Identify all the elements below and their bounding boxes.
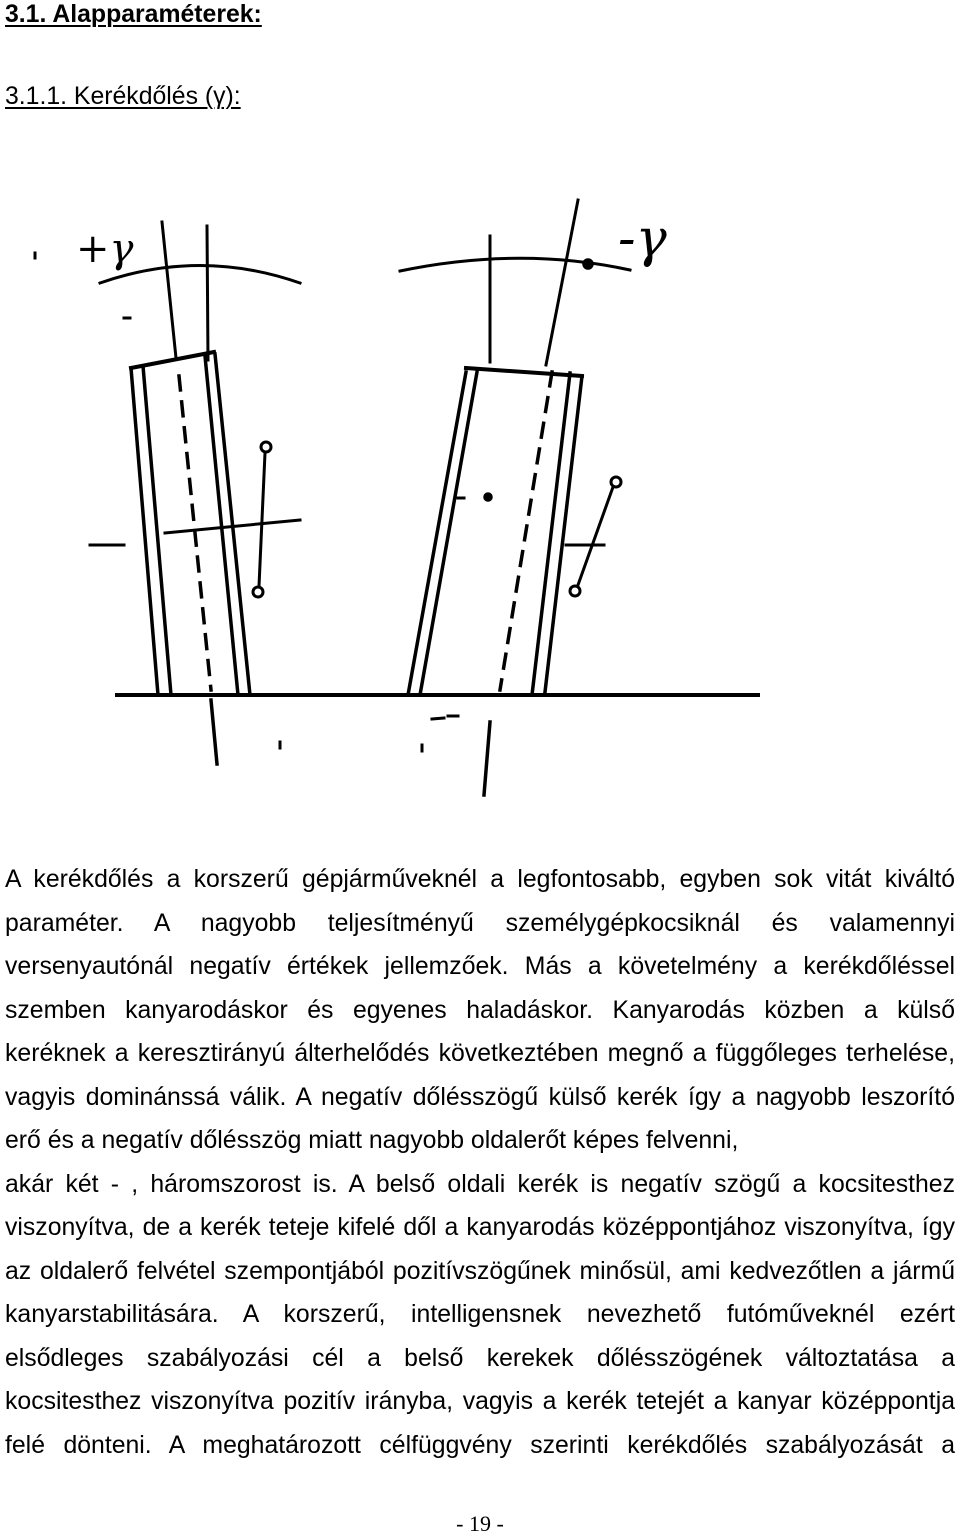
paragraph-line: versenyautónál negatív értékek jellemzőek. Más a követelmény a kerékdőléssel: [5, 953, 955, 980]
wheel-left-edge-inner: [143, 366, 171, 695]
camber-diagram: [0, 190, 960, 810]
wheel-top-edge: [131, 352, 214, 368]
kingpin-bottom-joint: [570, 586, 580, 596]
paragraph-line: paraméter. A nagyobb teljesítményű személygépkocsiknál és valamennyi: [5, 909, 955, 937]
mark-dash: [432, 718, 444, 719]
wheel-center-line-below-ground: [484, 722, 490, 795]
kingpin-axis: [259, 453, 265, 586]
wheel-center-line-below-ground: [211, 700, 217, 764]
paragraph-line: keréknek a keresztirányú álterhelődés következtében megnő a függőleges terhelése,: [5, 1040, 955, 1067]
kingpin-top-joint: [261, 442, 271, 452]
body-paragraph: [5, 858, 955, 1467]
section-heading: 3.1. Alapparaméterek:: [5, 1, 262, 28]
positive-camber-wheel: [35, 222, 300, 764]
wheel-center-line: [179, 376, 211, 690]
wheel-left-edge-outer: [131, 368, 158, 695]
paragraph-line: akár két - , háromszorost is. A belső oldali kerék is negatív szögű a kocsitesthez: [5, 1170, 955, 1198]
wheel-axis-extension: [546, 200, 578, 365]
wheel-left-edge-inner: [420, 372, 477, 695]
paragraph-line: kanyarstabilitására. A korszerű, intelligensnek nevezhető futóműveknél ezért: [5, 1301, 955, 1328]
kingpin-bottom-joint: [253, 587, 263, 597]
paragraph-line: kocsitesthez viszonyítva pozitív irányba, vagyis a kerék tetejét a kanyar középpontja: [5, 1388, 955, 1415]
paragraph-line: erő és a negatív dőlésszög miatt nagyobb oldalerőt képes felvenni,: [5, 1127, 739, 1154]
paragraph-line: elsődleges szabályozási cél a belső kerekek dőlésszögének változtatása a: [5, 1344, 955, 1372]
subsection-heading: 3.1.1. Kerékdőlés (γ):: [5, 83, 241, 110]
paragraph-line: A kerékdőlés a korszerű gépjárműveknél a legfontosabb, egyben sok vitát kiváltó: [5, 866, 955, 893]
paragraph-line: az oldalerő felvétel szempontjából pozitívszögűnek minősül, ami kedvezőtlen a jármű: [5, 1257, 955, 1285]
wheel-left-edge-outer: [408, 372, 466, 695]
negative-camber-wheel: [400, 200, 630, 795]
paragraph-line: felé dönteni. A meghatározott célfüggvény szerinti kerékdőlés szabályozását a: [5, 1431, 955, 1459]
page-number: - 19 -: [456, 1511, 504, 1536]
wheel-axis-extension: [162, 222, 176, 358]
vertical-reference-line: [207, 226, 208, 360]
paragraph-line: vagyis dominánssá válik. A negatív dőlésszögű külső kerék így a nagyobb leszorító: [5, 1083, 955, 1111]
wheel-top-edge: [466, 368, 582, 376]
camber-angle-arc: [400, 258, 630, 271]
mark-dot: [485, 494, 491, 500]
wheel-center-line: [500, 372, 552, 690]
paragraph-line: szemben kanyarodáskor és egyenes haladáskor. Kanyarodás közben a külső: [5, 996, 955, 1024]
kingpin-axis: [578, 487, 613, 585]
arc-intersection-dot: [584, 260, 592, 268]
negative-camber-label: -γ: [618, 209, 667, 269]
positive-camber-label: +γ: [76, 226, 134, 272]
paragraph-line: viszonyítva, de a kerék teteje kifelé dől a kanyarodás középpontjához viszonyítva, így: [5, 1214, 955, 1241]
